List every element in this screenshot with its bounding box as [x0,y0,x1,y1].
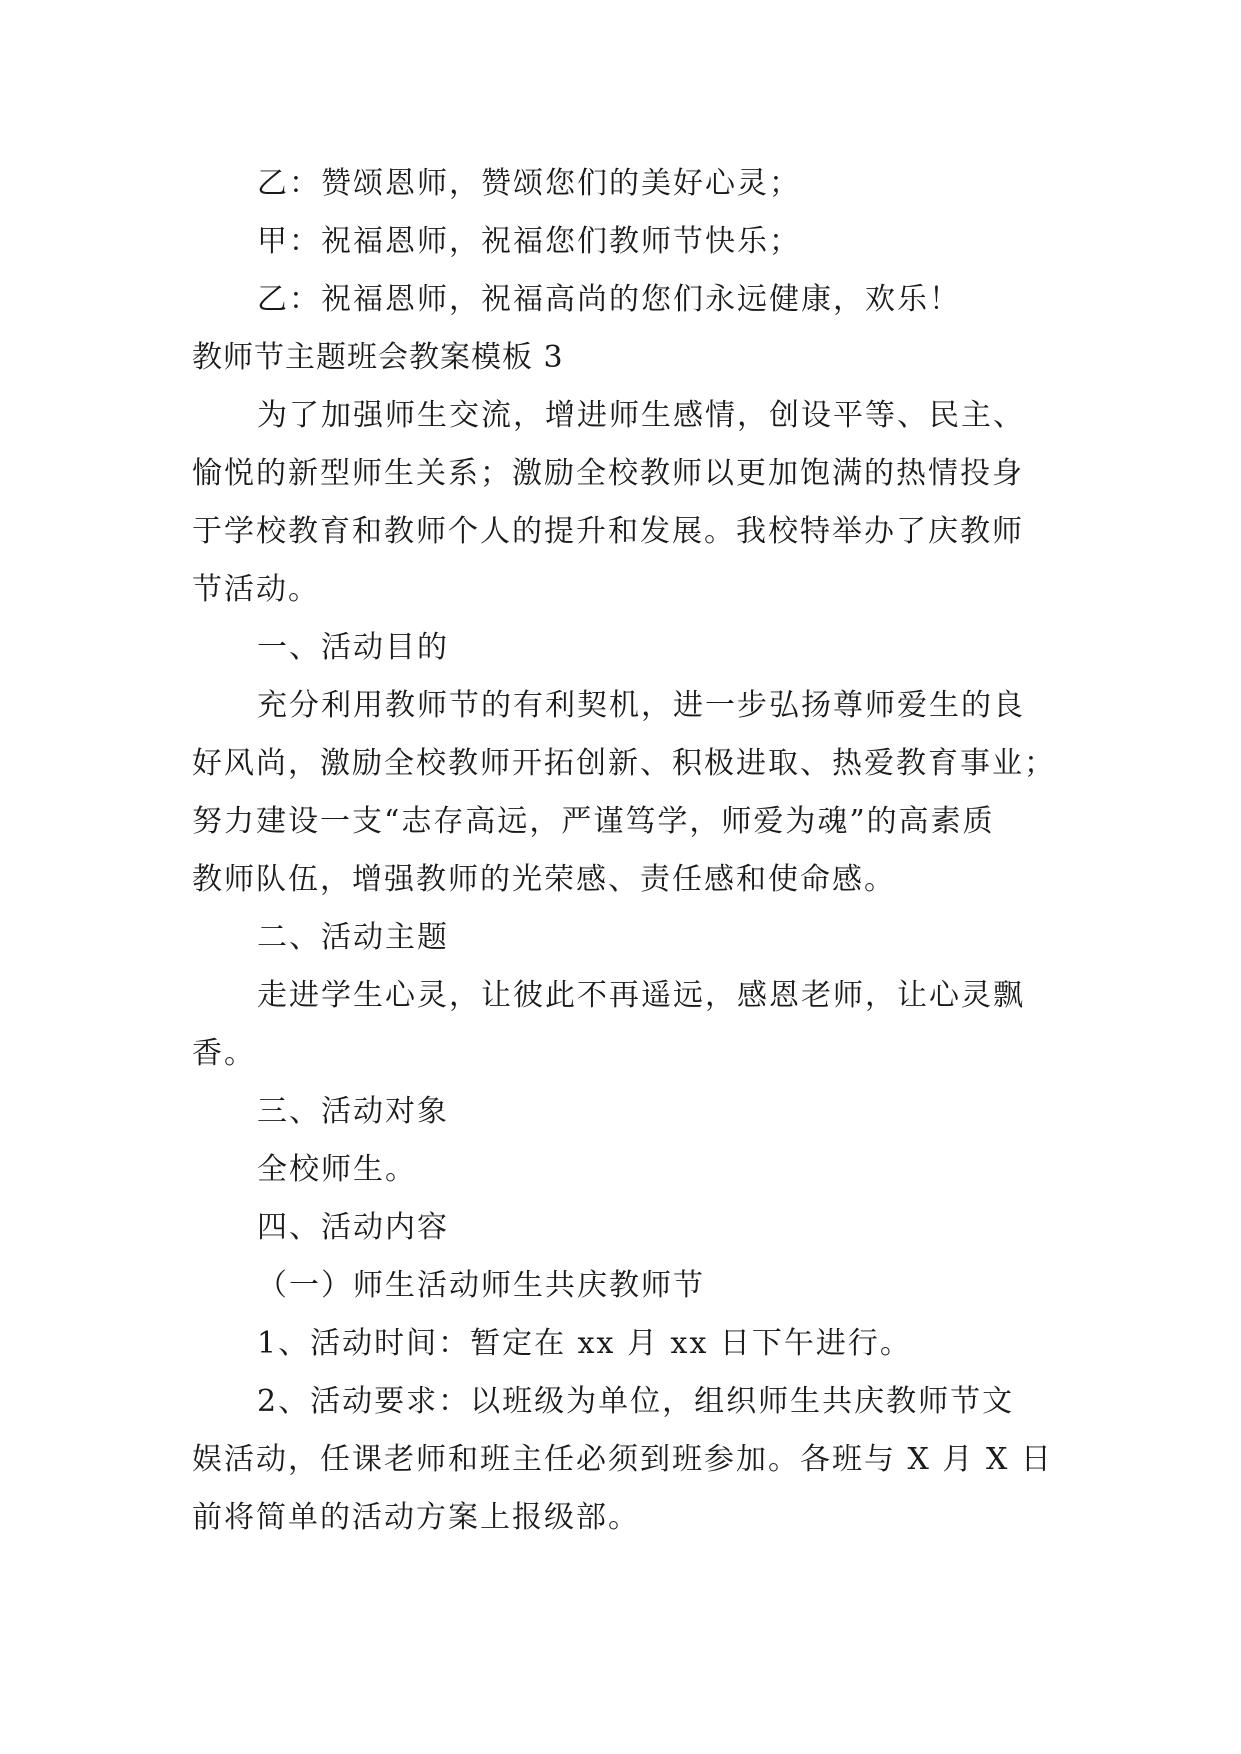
text-line: 于学校教育和教师个人的提升和发展。我校特举办了庆教师 [192,514,1024,549]
text-line: 乙：赞颂恩师，赞颂您们的美好心灵； [257,166,801,201]
section-title: 教师节主题班会教案模板 3 [192,340,564,375]
text-line: 节活动。 [192,572,320,607]
text-line: 走进学生心灵，让彼此不再遥远，感恩老师，让心灵飘 [257,978,1025,1013]
text-line: 教师队伍，增强教师的光荣感、责任感和使命感。 [192,862,896,897]
text-line: 乙：祝福恩师，祝福高尚的您们永远健康，欢乐！ [257,282,961,317]
section-heading: 二、活动主题 [257,920,449,955]
text-line: 好风尚，激励全校教师开拓创新、积极进取、热爱教育事业； [192,746,1056,781]
text-line: 娱活动，任课老师和班主任必须到班参加。各班与 X 月 X 日 [192,1442,1053,1477]
text-line: 愉悦的新型师生关系；激励全校教师以更加饱满的热情投身 [192,456,1024,491]
text-line: 全校师生。 [257,1152,417,1187]
text-line: 充分利用教师节的有利契机，进一步弘扬尊师爱生的良 [257,688,1025,723]
section-heading: 一、活动目的 [257,630,449,665]
section-heading: 三、活动对象 [257,1094,449,1129]
text-line: 前将简单的活动方案上报级部。 [192,1500,640,1535]
text-line: 2、活动要求：以班级为单位，组织师生共庆教师节文 [257,1384,1015,1419]
text-line: 努力建设一支“志存高远，严谨笃学，师爱为魂”的高素质 [192,804,995,839]
subsection-heading: （一）师生活动师生共庆教师节 [257,1268,705,1303]
text-line: 1、活动时间：暂定在 xx 月 xx 日下午进行。 [257,1326,912,1361]
section-heading: 四、活动内容 [257,1210,449,1245]
text-line: 香。 [192,1036,256,1071]
text-line: 甲：祝福恩师，祝福您们教师节快乐； [257,224,801,259]
document-page [192,155,1072,1547]
text-line: 为了加强师生交流，增进师生感情，创设平等、民主、 [257,398,1025,433]
